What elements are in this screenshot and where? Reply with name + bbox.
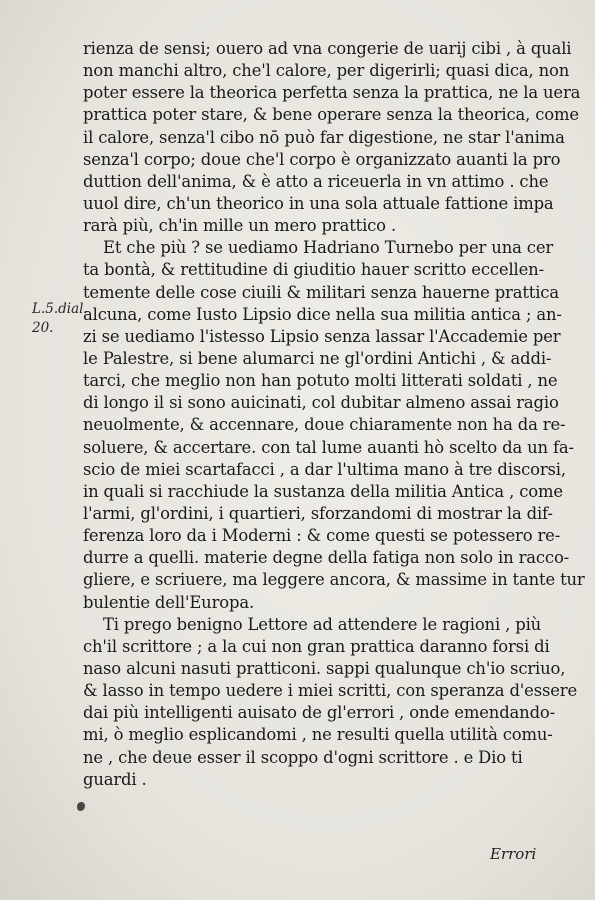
- paragraph-start-line: Et che più ? se uediamo Hadriano Turnebo per una cer: [103, 238, 554, 258]
- marginal-citation-line: L.5.dial.: [32, 301, 88, 317]
- text-line: il calore, senza'l cibo nō può far digestione, ne star l'anima: [83, 127, 565, 147]
- text-line: ferenza loro da i Moderni : & come questi se potessero re-: [83, 526, 561, 546]
- main-text-block: [83, 38, 585, 791]
- paragraph-start-line: Ti prego benigno Lettore ad attendere le ragioni , più: [103, 614, 542, 634]
- text-line: ch'il scrittore ; a la cui non gran prattica daranno forsi di: [83, 636, 550, 656]
- text-line: zi se uediamo l'istesso Lipsio senza lassar l'Accademie per: [83, 326, 561, 346]
- text-line: ta bontà, & rettitudine di giuditio hauer scritto eccellen-: [83, 260, 544, 280]
- text-line: l'armi, gl'ordini, i quartieri, sforzandomi di mostrar la dif-: [83, 503, 553, 523]
- text-line: scio de miei scartafacci , a dar l'ultima mano à tre discorsi,: [83, 459, 566, 479]
- text-line: temente delle cose ciuili & militari senza hauerne prattica: [83, 282, 559, 302]
- text-line: le Palestre, si bene alumarci ne gl'ordini Antichi , & addi-: [83, 348, 552, 368]
- text-line: in quali si racchiude la sustanza della militia Antica , come: [83, 481, 563, 501]
- text-line: gliere, e scriuere, ma leggere ancora, & massime in tante tur: [83, 570, 585, 590]
- text-line: naso alcuni nasuti pratticoni. sappi qualunque ch'io scriuo,: [83, 658, 566, 678]
- text-line: poter essere la theorica perfetta senza la prattica, ne la uera: [83, 83, 581, 103]
- text-line: senza'l corpo; doue che'l corpo è organizzato auanti la pro: [83, 149, 561, 169]
- text-line: & lasso in tempo uedere i miei scritti, con speranza d'essere: [83, 681, 578, 701]
- catchword: Errori: [490, 845, 537, 863]
- text-line: bulentie dell'Europa.: [83, 592, 255, 612]
- text-line: guardi .: [83, 769, 147, 789]
- text-line: alcuna, come Iusto Lipsio dice nella sua militia antica ; an-: [83, 304, 562, 324]
- text-line: non manchi altro, che'l calore, per digerirli; quasi dica, non: [83, 61, 570, 81]
- text-line: ne , che deue esser il scoppo d'ogni scrittore . e Dio ti: [83, 747, 523, 767]
- text-line: neuolmente, & accennare, doue chiaramente non ha da re-: [83, 415, 566, 435]
- marginal-citation: [32, 300, 88, 338]
- show-through-bottom: [78, 775, 558, 838]
- text-line: tarci, che meglio non han potuto molti litterati soldati , ne: [83, 371, 558, 391]
- text-line: rarà più, ch'in mille un mero prattico .: [83, 216, 397, 236]
- text-line: rienza de sensi; ouero ad vna congerie de uarij cibi , à quali: [83, 39, 572, 58]
- text-line: uuol dire, ch'un theorico in una sola attuale fattione impa: [83, 193, 554, 213]
- text-line: dai più intelligenti auisato de gl'errori , onde emendando-: [83, 703, 556, 723]
- marginal-citation-line: 20.: [32, 320, 54, 336]
- text-line: di longo il si sono auicinati, col dubitar almeno assai ragio: [83, 393, 559, 413]
- text-line: mi, ò meglio esplicandomi , ne resulti quella utilità comu-: [83, 725, 553, 745]
- text-line: durre a quelli. materie degne della fatiga non solo in racco-: [83, 548, 570, 568]
- text-line: soluere, & accertare. con tal lume auanti hò scelto da un fa-: [83, 437, 574, 457]
- text-line: duttion dell'anima, & è atto a riceuerla in vn attimo . che: [83, 171, 549, 191]
- text-line: prattica poter stare, & bene operare senza la theorica, come: [83, 105, 579, 125]
